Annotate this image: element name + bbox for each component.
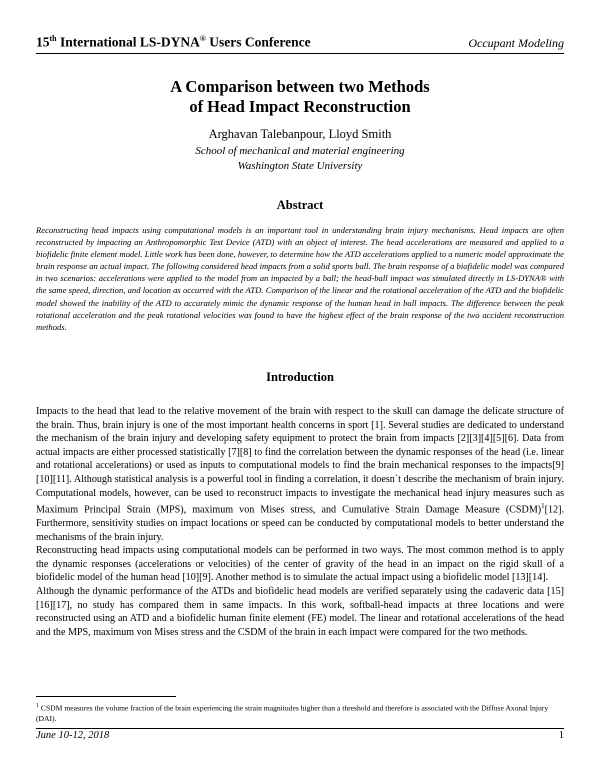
footnote-rule <box>36 696 176 697</box>
title-line-1: A Comparison between two Methods <box>170 77 430 96</box>
paper-title <box>36 77 564 117</box>
section-name: Occupant Modeling <box>468 36 564 50</box>
footnote-ref: 1 <box>541 502 545 511</box>
page-header <box>36 34 564 54</box>
title-line-2: of Head Impact Reconstruction <box>189 97 411 116</box>
header-rule <box>36 53 564 54</box>
affiliation-university: Washington State University <box>237 160 363 172</box>
introduction-heading: Introduction <box>266 370 334 384</box>
abstract-heading: Abstract <box>276 198 324 212</box>
page-number: 1 <box>558 730 564 741</box>
footer-rule <box>36 728 564 729</box>
footer-date: June 10-12, 2018 <box>36 730 110 741</box>
intro-paragraph-2: Reconstructing head impacts using computational models can be performed in two ways. The most common method is to apply the dynamic responses (accelerations or velocities) of the center of gravity of the head in an impact on the rigid skull of a biofidelic model of the human head [10][9]. Another method is to simulate the actual impact using a biofidelic model [13][14]. <box>36 545 564 584</box>
intro-paragraph-3: Although the dynamic performance of the ATDs and biofidelic head models are verified separately using the cadaveric data [15][16][17], no study has compared them in same impacts. In this work, softball-head impacts at three locations and were reconstructed using an ATD and a biofidelic human finite element (FE) model. The linear and rotational accelerations of the head and the MPS, maximum von Mises stress and the CSDM of the brain in each impact were compared for the two methods. <box>36 586 564 638</box>
intro-paragraph-1: Impacts to the head that lead to the relative movement of the brain with respect to the skull can damage the delicate structure of the brain. Thus, brain injury is one of the most important health concerns in sport [1]. Several studies are dedicated to understand the mechanism of the brain injury and developing safety equipment to protect the brain from impacts [2][3][4][5][6]. Data from actual impacts are either processed statistically [7][8] to find the correlation between the dynamic responses of the head (i.e. linear and rotational accelerations) or used as inputs to computational models to find the brain mechanical responses to the impacts[9][10][11]. Although statistical analysis is a powerful tool in finding a correlation, it doesn`t describe the mechanism of brain injury. Computational models, however, can be used to reconstruct impacts to investigate the mechanical head injury measures such as Maximum Principal Strain (MPS), maximum von Mises stress, and Cumulative Strain Damage Measure (CSDM)$^1$[12]. Furthermore, sensitivity studies on impact locations or speed can be conducted by computational models to better understand the mechanisms of the brain injury. <box>36 406 564 543</box>
introduction-body <box>36 405 564 639</box>
footnote: $^1$ CSDM measures the volume fraction of the brain experiencing the strain magnitudes higher than a threshold and therefore is associated with the Diffuse Axonal Injury (DAI). <box>36 703 549 724</box>
abstract-text: Reconstructing head impacts using computational models is an important tool in understanding brain injury mechanisms. Head impacts are often reconstructed by impacting an Anthropomorphic Test Device (ATD) with an object of interest. The head accelerations are measured and applied to a biofidelic finite element model. Little work has been done, however, to determine how the ATD accelerations applied to a numeric model approximate the brain response an actual impact. The following considered head impacts from a solid sports ball. The brain response of a biofidelic model was compared in two scenarios: accelerations were applied to the model from an impacted by a ball; the head-ball impact was simulated directly in LS-DYNA® with the same speed, direction, and location as occurred with the ATD. Comparison of the linear and the rotational acceleration of the ATD and the biofidelic model showed the inability of the ATD to accurately mimic the dynamic response of the human head in ball impacts. The difference between the peak rotational acceleration and the peak rotational velocities was found to have the highest effect of the brain response of the two accident reconstruction methods. <box>36 225 564 332</box>
authors: Arghavan Talebanpour, Lloyd Smith <box>208 127 392 141</box>
affiliation-dept: School of mechanical and material engineering <box>195 145 405 157</box>
conference-name: 15th International LS-DYNA® Users Conference <box>36 34 311 50</box>
